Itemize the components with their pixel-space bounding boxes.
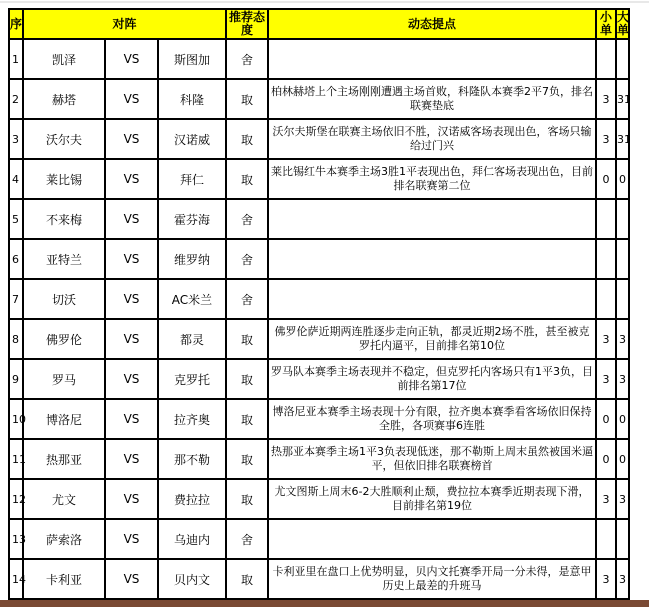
- table-row: [9, 239, 629, 279]
- cell-home: 莱比锡: [23, 159, 105, 199]
- table-row: [9, 279, 629, 319]
- cell-note: 柏林赫塔上个主场刚刚遭遇主场首败，科隆队本赛季2平7负，排名联赛垫底: [268, 79, 596, 119]
- cell-attitude: 取: [226, 319, 268, 359]
- cell-away: 克罗托: [158, 359, 226, 399]
- cell-home: 热那亚: [23, 439, 105, 479]
- cell-note: [268, 519, 596, 559]
- cell-attitude: 取: [226, 559, 268, 599]
- cell-away: 乌迪内: [158, 519, 226, 559]
- cell-away: 拉齐奥: [158, 399, 226, 439]
- cell-big: [616, 279, 629, 319]
- cell-seq: 1: [9, 39, 23, 79]
- cell-small: 3: [596, 319, 616, 359]
- cell-home: 亚特兰: [23, 239, 105, 279]
- cell-seq: 10: [9, 399, 23, 439]
- cell-vs: VS: [105, 439, 158, 479]
- cell-seq: 9: [9, 359, 23, 399]
- cell-away: 拜仁: [158, 159, 226, 199]
- cell-vs: VS: [105, 319, 158, 359]
- cell-big: 31: [616, 119, 629, 159]
- cell-home: 不来梅: [23, 199, 105, 239]
- cell-away: AC米兰: [158, 279, 226, 319]
- cell-big: 3: [616, 479, 629, 519]
- cell-small: 0: [596, 159, 616, 199]
- cell-attitude: 取: [226, 359, 268, 399]
- cell-seq: 11: [9, 439, 23, 479]
- cell-big: 3: [616, 559, 629, 599]
- cell-attitude: 取: [226, 399, 268, 439]
- cell-seq: 7: [9, 279, 23, 319]
- cell-home: 凯泽: [23, 39, 105, 79]
- table-row: [9, 199, 629, 239]
- cell-away: 那不勒: [158, 439, 226, 479]
- cell-small: [596, 199, 616, 239]
- cell-note: 罗马队本赛季主场表现并不稳定，但克罗托内客场只有1平3负，目前排名第17位: [268, 359, 596, 399]
- cell-note: 尤文图斯上周末6-2大胜顺利止颓，费拉拉本赛季近期表现下滑，目前排名第19位: [268, 479, 596, 519]
- cell-home: 卡利亚: [23, 559, 105, 599]
- cell-away: 霍芬海: [158, 199, 226, 239]
- header-row: [9, 9, 629, 39]
- cell-attitude: 取: [226, 479, 268, 519]
- cell-attitude: 舍: [226, 279, 268, 319]
- cell-note: 博洛尼亚本赛季主场表现十分有限，拉齐奥本赛季看客场依旧保持全胜，各项赛事6连胜: [268, 399, 596, 439]
- cell-home: 萨索洛: [23, 519, 105, 559]
- cell-vs: VS: [105, 159, 158, 199]
- cell-small: 3: [596, 479, 616, 519]
- table-row: [9, 119, 629, 159]
- cell-vs: VS: [105, 239, 158, 279]
- cell-small: 3: [596, 119, 616, 159]
- cell-vs: VS: [105, 39, 158, 79]
- cell-attitude: 取: [226, 439, 268, 479]
- cell-away: 贝内文: [158, 559, 226, 599]
- cell-small: [596, 39, 616, 79]
- cell-small: 3: [596, 359, 616, 399]
- cell-seq: 8: [9, 319, 23, 359]
- cell-home: 尤文: [23, 479, 105, 519]
- cell-small: 3: [596, 79, 616, 119]
- cell-small: [596, 519, 616, 559]
- cell-note: [268, 199, 596, 239]
- cell-big: 3: [616, 359, 629, 399]
- cell-vs: VS: [105, 479, 158, 519]
- cell-note: [268, 279, 596, 319]
- cell-vs: VS: [105, 359, 158, 399]
- table-row: [9, 519, 629, 559]
- cell-home: 罗马: [23, 359, 105, 399]
- header-seq: 序: [9, 9, 23, 39]
- cell-seq: 2: [9, 79, 23, 119]
- cell-small: 0: [596, 399, 616, 439]
- cell-seq: 3: [9, 119, 23, 159]
- bottom-divider: [0, 600, 649, 607]
- cell-away: 斯图加: [158, 39, 226, 79]
- cell-note: 热那亚本赛季主场1平3负表现低迷，那不勒斯上周末虽然被国米逼平，但依旧排名联赛榜首: [268, 439, 596, 479]
- cell-home: 赫塔: [23, 79, 105, 119]
- cell-away: 费拉拉: [158, 479, 226, 519]
- cell-big: [616, 239, 629, 279]
- cell-seq: 12: [9, 479, 23, 519]
- cell-note: 佛罗伦萨近期两连胜逐步走向正轨，都灵近期2场不胜，甚至被克罗托内逼平，目前排名第10位: [268, 319, 596, 359]
- cell-attitude: 取: [226, 159, 268, 199]
- cell-away: 都灵: [158, 319, 226, 359]
- cell-note: 沃尔夫斯堡在联赛主场依旧不胜，汉诺威客场表现出色，客场只输给过门兴: [268, 119, 596, 159]
- cell-small: 3: [596, 559, 616, 599]
- table-row: [9, 319, 629, 359]
- cell-vs: VS: [105, 279, 158, 319]
- cell-seq: 13: [9, 519, 23, 559]
- cell-note: 莱比锡红牛本赛季主场3胜1平表现出色，拜仁客场表现出色，目前排名联赛第二位: [268, 159, 596, 199]
- cell-big: [616, 519, 629, 559]
- table-row: [9, 79, 629, 119]
- table-row: [9, 559, 629, 599]
- cell-small: [596, 239, 616, 279]
- cell-vs: VS: [105, 119, 158, 159]
- cell-big: 0: [616, 159, 629, 199]
- top-divider: [0, 1, 649, 3]
- cell-big: 0: [616, 399, 629, 439]
- cell-seq: 4: [9, 159, 23, 199]
- cell-vs: VS: [105, 79, 158, 119]
- header-big: 大单: [617, 10, 630, 37]
- cell-home: 沃尔夫: [23, 119, 105, 159]
- cell-vs: VS: [105, 199, 158, 239]
- cell-note: 卡利亚里在盘口上优势明显，贝内文托赛季开局一分未得，是意甲历史上最差的升班马: [268, 559, 596, 599]
- cell-seq: 6: [9, 239, 23, 279]
- header-attitude: 推荐态度: [226, 9, 268, 39]
- cell-away: 汉诺威: [158, 119, 226, 159]
- cell-big: 0: [616, 439, 629, 479]
- header-small: 小单: [596, 9, 616, 39]
- cell-away: 科隆: [158, 79, 226, 119]
- cell-attitude: 舍: [226, 239, 268, 279]
- cell-attitude: 舍: [226, 39, 268, 79]
- cell-home: 博洛尼: [23, 399, 105, 439]
- cell-attitude: 取: [226, 119, 268, 159]
- table-row: [9, 39, 629, 79]
- table-row: [9, 159, 629, 199]
- table-row: [9, 399, 629, 439]
- header-match: 对阵: [23, 9, 226, 39]
- cell-small: 0: [596, 439, 616, 479]
- cell-away: 维罗纳: [158, 239, 226, 279]
- cell-vs: VS: [105, 559, 158, 599]
- cell-home: 切沃: [23, 279, 105, 319]
- cell-small: [596, 279, 616, 319]
- cell-vs: VS: [105, 519, 158, 559]
- cell-big: 3: [616, 319, 629, 359]
- table-row: [9, 359, 629, 399]
- cell-vs: VS: [105, 399, 158, 439]
- cell-attitude: 舍: [226, 199, 268, 239]
- cell-big: 31: [616, 79, 629, 119]
- table-row: [9, 479, 629, 519]
- cell-attitude: 舍: [226, 519, 268, 559]
- table-row: [9, 439, 629, 479]
- cell-seq: 5: [9, 199, 23, 239]
- cell-big: [616, 39, 629, 79]
- cell-note: [268, 39, 596, 79]
- cell-note: [268, 239, 596, 279]
- header-note: 动态提点: [268, 9, 596, 39]
- cell-big: [616, 199, 629, 239]
- cell-attitude: 取: [226, 79, 268, 119]
- match-recommendation-table: [8, 8, 630, 600]
- cell-home: 佛罗伦: [23, 319, 105, 359]
- cell-seq: 14: [9, 559, 23, 599]
